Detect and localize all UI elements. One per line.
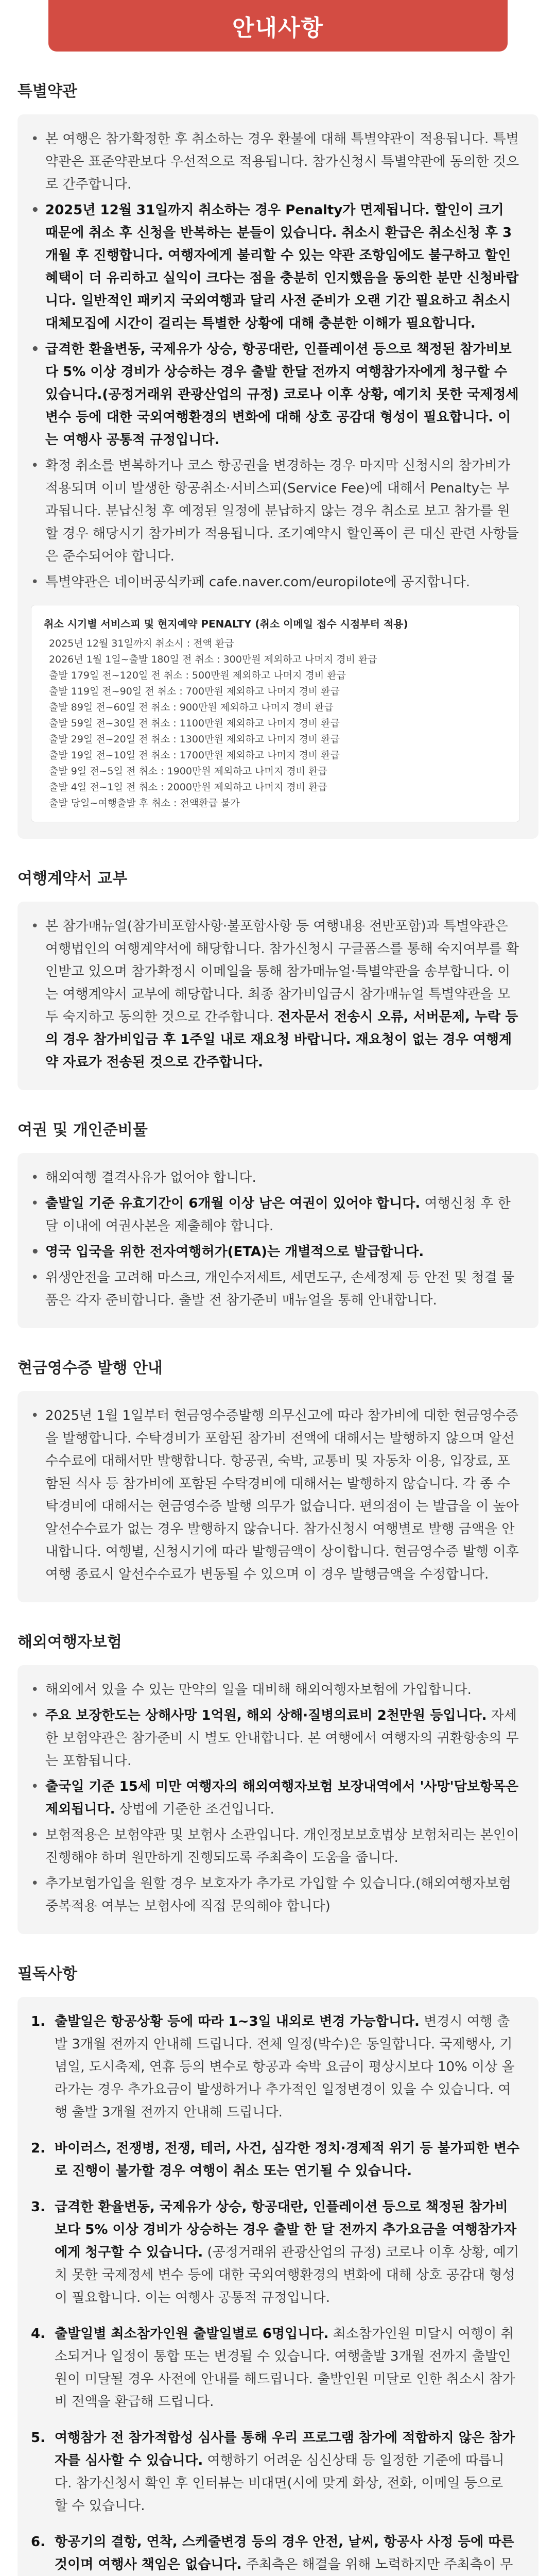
- cancellation-table-title: 취소 시기별 서비스피 및 현지예약 PENALTY (취소 이메일 접수 시점부터 적용): [44, 618, 408, 630]
- section-box: [18, 1391, 538, 1602]
- bullet-item: [31, 1192, 520, 1238]
- bullet-item: [31, 915, 520, 1074]
- section-box: [18, 1997, 538, 2576]
- cancellation-row: 출발 4일 전~1일 전 취소 : 2000만원 제외하고 나머지 경비 환급: [49, 782, 327, 793]
- item-text: [55, 2323, 520, 2413]
- text-span: 여행신청 후 한 달 이내에 여권사본을 제출해야 합니다.: [45, 1196, 511, 1234]
- section-title: 해외여행자보험: [18, 1633, 122, 1651]
- section-title: 필독사항: [18, 1965, 77, 1983]
- item-number: 4.: [31, 2326, 45, 2342]
- cancellation-row: 출발 89일 전~60일 전 취소 : 900만원 제외하고 나머지 경비 환급: [49, 702, 334, 713]
- header-banner: [48, 0, 508, 52]
- bullet-item: • 특별약관은 네이버공식카페 cafe.naver.com/europilote에 공지합니다.: [31, 571, 520, 594]
- numbered-item: [31, 2196, 520, 2309]
- item-number: 2.: [31, 2141, 45, 2156]
- bullet-item: • 해외여행 결격사유가 없어야 합니다.: [31, 1166, 520, 1189]
- section-receipt: [18, 1355, 538, 1602]
- section-box: [18, 1665, 538, 1934]
- page-title: 안내사항: [232, 15, 324, 41]
- text-span: 본 참가매뉴얼(참가비포함사항·불포함사항 등 여행내용 전반포함)과 특별약관은 여행법인의 여행계약서에 해당합니다. 참가신청시 구글폼스를 통해 숙지여부를 확인받고 있으며 참가확정시 이메일을 통해 참가매뉴얼·특별약관을 송부합니다. 이는 여행계약서 교부에 해당합니다. 최종 참가비입금시 참가매뉴얼 특별약관을 모두 숙지하고 동의한 것으로 간주합니다.: [45, 919, 519, 1025]
- bullet-item-bold: • 급격한 환율변동, 국제유가 상승, 항공대란, 인플레이션 등으로 책정된 참가비보다 5% 이상 경비가 상승하는 경우 출발 한달 전까지 여행참가자에게 청구할 수 있습니다.(공정거래위 관광산업의 규정) 코로나 이후 상황, 예기치 못한 국제정세 변수 등에 대한 국외여행환경의 변화에 대해 상호 공감대 형성이 필요합니다. 이는 여행사 공통적 규정입니다.: [31, 338, 520, 451]
- section-title: 여권 및 개인준비물: [18, 1121, 148, 1139]
- bullet-item: • 해외에서 있을 수 있는 만약의 일을 대비해 해외여행자보험에 가입합니다.: [31, 1679, 520, 1701]
- bullet-item: [31, 1704, 520, 1772]
- bullet-item: • 확정 취소를 변복하거나 코스 항공권을 변경하는 경우 마지막 신청시의 참가비가 적용되며 이미 발생한 항공취소·서비스피(Service Fee)에 대해서 Penalty는 부과됩니다. 분납신청 후 예정된 일정에 분납하지 않는 경우 취소로 보고 참가를 원할 경우 해당시기 참가비가 적용됩니다. 조기예약시 할인폭이 큰 대신 관련 사항들은 준수되어야 합니다.: [31, 454, 520, 568]
- bullet-item-bold: • 영국 입국을 위한 전자여행허가(ETA)는 개별적으로 발급합니다.: [31, 1241, 520, 1263]
- text-span: 주최측은 해결을 위해 노력하지만 주최측이 무: [246, 2557, 513, 2572]
- section-must-read: [18, 1961, 538, 2576]
- item-text: [55, 2196, 520, 2309]
- section-box: [18, 1153, 538, 1328]
- section-contract: [18, 866, 538, 1090]
- bullet-item-bold: • 2025년 12월 31일까지 취소하는 경우 Penalty가 면제됩니다. 할인이 크기 때문에 취소 후 신청을 반복하는 분들이 있습니다. 취소시 환급은 취소신청 후 3개월 후 진행합니다. 여행자에게 불리할 수 있는 약관 조항임에도 불구하고 할인혜택이 더 유리하고 실익이 크다는 점을 충분히 인지했음을 동의한 분만 신청바랍니다. 일반적인 패키지 국외여행과 달리 사전 준비가 오랜 기간 필요하고 취소시 대체모집에 시간이 걸리는 특별한 상황에 대해 충분한 이해가 필요합니다.: [31, 199, 520, 335]
- section-insurance: [18, 1629, 538, 1934]
- numbered-item: [31, 2137, 520, 2182]
- item-number: 3.: [31, 2199, 45, 2215]
- item-text: [55, 2010, 520, 2124]
- text-span-bold: 항공기의 결항, 연착, 스케줄변경 등의 경우 안전, 날씨, 항공사 사정 등에 따른 것이며 여행사 책임은 없습니다.: [55, 2534, 514, 2572]
- numbered-item: [31, 2427, 520, 2517]
- text-span: 최소참가인원 미달시 여행이 취소되거나 일정이 통합 또는 변경될 수 있습니다. 여행출발 3개월 전까지 출발인원이 미달될 경우 사전에 안내를 해드립니다. 출발인원 미달로 인한 취소시 참가비 전액을 환급해 드립니다.: [55, 2326, 515, 2410]
- cancellation-row: 출발 179일 전~120일 전 취소 : 500만원 제외하고 나머지 경비 환급: [49, 670, 346, 681]
- cancellation-row: 출발 19일 전~10일 전 취소 : 1700만원 제외하고 나머지 경비 환급: [49, 750, 340, 761]
- item-number: 6.: [31, 2534, 45, 2550]
- text-span: 변경시 여행 출발 3개월 전까지 안내해 드립니다. 전체 일정(박수)은 동일합니다. 국제행사, 기념일, 도시축제, 연휴 등의 변수로 항공과 숙박 요금이 평상시보다 10% 이상 올라가는 경우 추가요금이 발생하거나 추가적인 일정변경이 있을 수 있습니다. 여행 출발 3개월 전까지 안내해 드립니다.: [55, 2014, 515, 2120]
- cancellation-row: 출발 9일 전~5일 전 취소 : 1900만원 제외하고 나머지 경비 환급: [49, 766, 327, 777]
- text-span-bold: 전자문서 전송시 오류, 서버문제, 누락 등의 경우 참가비입금 후 1주일 내로 재요청 바랍니다. 재요청이 없는 경우 여행계약 자료가 전송된 것으로 간주합니다.: [45, 1009, 518, 1070]
- text-span-bold: 여행참가 전 참가적합성 심사를 통해 우리 프로그램 참가에 적합하지 않은 참가자를 심사할 수 있습니다.: [55, 2430, 515, 2468]
- item-text: [55, 2137, 520, 2182]
- cancellation-table: [31, 605, 520, 822]
- section-special-terms: [18, 78, 538, 839]
- text-span-bold: 급격한 환율변동, 국제유가 상승, 항공대란, 인플레이션 등으로 책정된 참가비보다 5% 이상 경비가 상승하는 경우 출발 한 달 전까지 추가요금을 여행참가자에게 청구할 수 있습니다.: [55, 2199, 517, 2260]
- item-number: 1.: [31, 2014, 45, 2029]
- cancellation-row: 출발 29일 전~20일 전 취소 : 1300만원 제외하고 나머지 경비 환급: [49, 734, 340, 745]
- text-span-bold: 주요 보장한도는 상해사망 1억원, 해외 상해·질병의료비 2천만원 등입니다.: [45, 1708, 487, 1723]
- bullet-item: • 추가보험가입을 원할 경우 보호자가 추가로 가입할 수 있습니다.(해외여행자보험 중복적용 여부는 보험사에 직접 문의해야 합니다): [31, 1872, 520, 1918]
- text-span-bold: 출발일별 최소참가인원 출발일별로 6명입니다.: [55, 2326, 329, 2342]
- cancellation-row: 2025년 12월 31일까지 취소시 : 전액 환급: [49, 638, 234, 649]
- bullet-item: • 보험적용은 보험약관 및 보험사 소관입니다. 개인정보보호법상 보험처리는 본인이 진행해야 하며 원만하게 진행되도록 주최측이 도움을 줍니다.: [31, 1824, 520, 1869]
- section-title: 현금영수증 발행 안내: [18, 1359, 163, 1377]
- text-span-bold: 출발일은 항공상황 등에 따라 1~3일 내외로 변경 가능합니다.: [55, 2014, 420, 2029]
- bullet-item: • 위생안전을 고려해 마스크, 개인수저세트, 세면도구, 손세정제 등 안전 및 청결 물품은 각자 준비합니다. 출발 전 참가준비 매뉴얼을 통해 안내합니다.: [31, 1266, 520, 1312]
- section-box: [18, 902, 538, 1090]
- item-text: [55, 2531, 520, 2576]
- item-number: 5.: [31, 2430, 45, 2446]
- text-span: 상법에 기준한 조건입니다.: [115, 1802, 274, 1817]
- numbered-item: [31, 2010, 520, 2124]
- bullet-item: • 2025년 1월 1일부터 현금영수증발행 의무신고에 따라 참가비에 대한 현금영수증을 발행합니다. 수탁경비가 포함된 참가비 전액에 대해서는 발행하지 않으며 알선수수료에 대해서만 발행합니다. 항공권, 숙박, 교통비 및 자동차 이용, 입장료, 포함된 식사 등 참가비에 포함된 수탁경비에 대해서는 발행하지 않습니다. 각 종 수탁경비에 대해서는 현금영수증 발행 의무가 없습니다. 편의점이 는 발급을 이 높아 알선수수료가 없는 경우 발행하지 않습니다. 참가신청시 여행별로 발행 금액을 안내합니다. 여행별, 신청시기에 따라 발행금액이 상이합니다. 현금영수증 발행 이후 여행 종료시 알선수수료가 변동될 수 있으며 이 경우 발행금액을 수정합니다.: [31, 1404, 520, 1586]
- section-title: 특별약관: [18, 82, 77, 100]
- section-box: [18, 114, 538, 839]
- section-title: 여행계약서 교부: [18, 870, 128, 888]
- numbered-item: [31, 2323, 520, 2413]
- text-span: 자세한 보험약관은 참가준비 시 별도 안내합니다. 본 여행에서 여행자의 귀환항송의 무는 포함됩니다.: [45, 1708, 519, 1769]
- cancellation-row: 출발 119일 전~90일 전 취소 : 700만원 제외하고 나머지 경비 환급: [49, 686, 340, 697]
- text-span: (공정거래위 관광산업의 규정) 코로나 이후 상황, 예기치 못한 국제정세 변수 등에 대한 국외여행환경의 변화에 대해 상호 공감대 형성이 필요합니다. 이는 여행사 공통적 규정입니다.: [55, 2245, 519, 2306]
- numbered-item: [31, 2531, 520, 2576]
- item-text: [55, 2427, 520, 2517]
- text-span-bold: 출국일 기준 15세 미만 여행자의 해외여행자보험 보장내역에서 '사망'담보항목은 제외됩니다.: [45, 1779, 519, 1817]
- text-span-bold: 출발일 기준 유효기간이 6개월 이상 남은 여권이 있어야 합니다.: [45, 1196, 421, 1211]
- cancellation-row: 출발 당일~여행출발 후 취소 : 전액환급 불가: [49, 798, 240, 809]
- bullet-item: • 본 여행은 참가확정한 후 취소하는 경우 환불에 대해 특별약관이 적용됩니다. 특별약관은 표준약관보다 우선적으로 적용됩니다. 참가신청시 특별약관에 동의한 것으로 간주합니다.: [31, 128, 520, 196]
- cancellation-row: 2026년 1월 1일~출발 180일 전 취소 : 300만원 제외하고 나머지 경비 환급: [49, 654, 377, 665]
- text-span: 여행하기 어려운 심신상태 등 일정한 기준에 따릅니다. 참가신청서 확인 후 인터뷰는 비대면(시에 맞게 화상, 전화, 이메일 등으로 할 수 있습니다.: [55, 2453, 505, 2514]
- bullet-item: [31, 1775, 520, 1821]
- section-passport: [18, 1117, 538, 1328]
- text-span-bold: 바이러스, 전쟁병, 전쟁, 테러, 사건, 심각한 정치·경제적 위기 등 불가피한 변수로 진행이 불가할 경우 여행이 취소 또는 연기될 수 있습니다.: [55, 2141, 520, 2179]
- cancellation-row: 출발 59일 전~30일 전 취소 : 1100만원 제외하고 나머지 경비 환급: [49, 718, 340, 729]
